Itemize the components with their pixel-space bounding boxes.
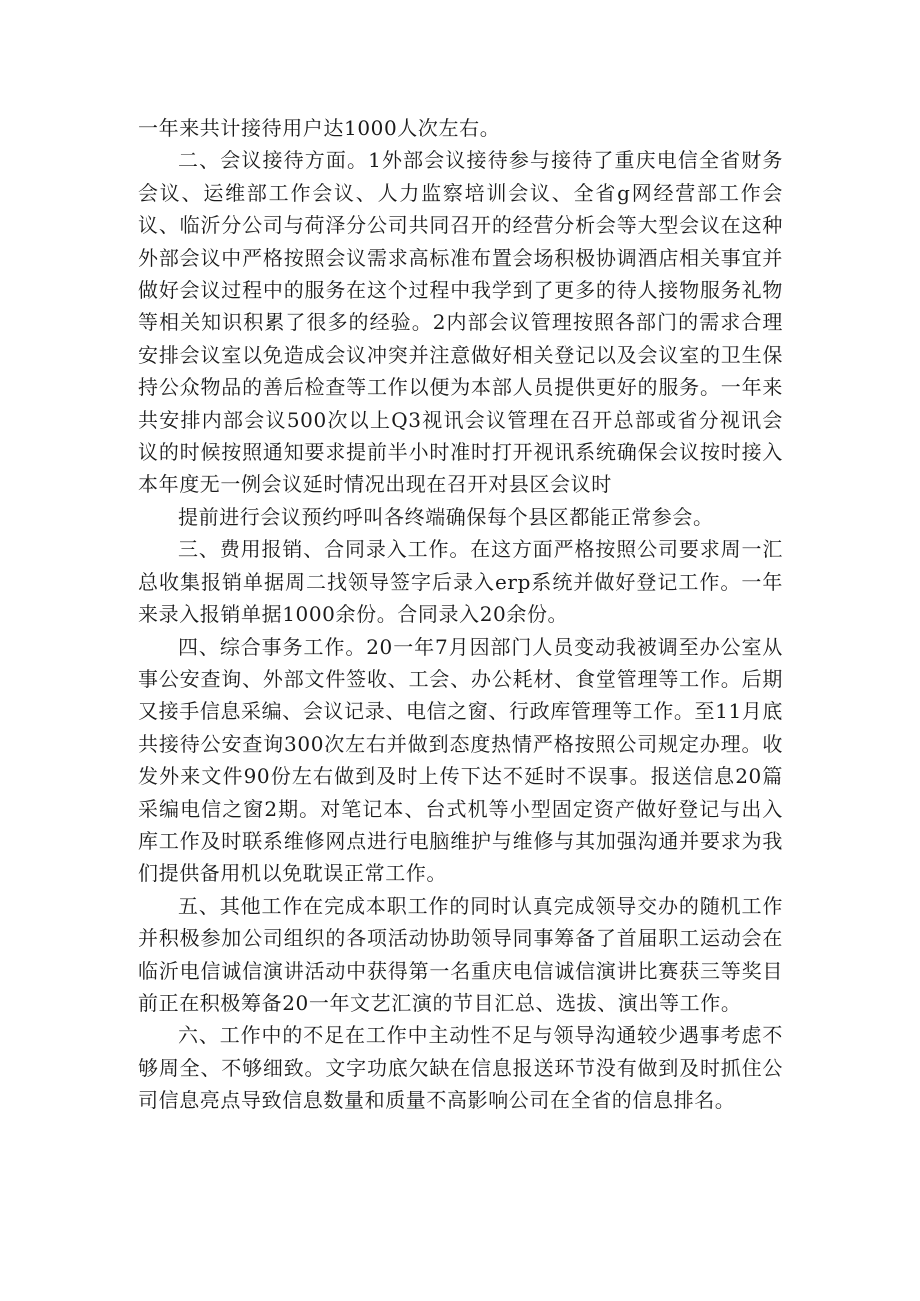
paragraph-meeting-reception: 二、会议接待方面。1外部会议接待参与接待了重庆电信全省财务会议、运维部工作会议、人力监察培训会议、全省g网经营部工作会议、临沂分公司与荷泽分公司共同召开的经营分析会等大型会议在这种外部会议中严格按照会议需求高标准布置会场积极协调酒店相关事宜并做好会议过程中的服务在这个过程中我学到了更多的待人接物服务礼物等相关知识积累了很多的经验。2内部会议管理按照各部门的需求合理安排会议室以免造成会议冲突并注意做好相关登记以及会议室的卫生保持公众物品的善后检查等工作以便为本部人员提供更好的服务。一年来共安排内部会议500次以上Q3视讯会议管理在召开总部或省分视讯会议的时候按照通知要求提前半小时准时打开视讯系统确保会议按时接入本年度无一例会议延时情况出现在召开对县区会议时 [138, 148, 783, 497]
document-body [138, 112, 783, 1117]
paragraph-meeting-booking: 提前进行会议预约呼叫各终端确保每个县区都能正常参会。 [178, 504, 714, 529]
paragraph-general-affairs: 四、综合事务工作。20一年7月因部门人员变动我被调至办公室从事公安查询、外部文件签收、工会、办公耗材、食堂管理等工作。后期又接手信息采编、会议记录、电信之窗、行政库管理等工作。至11月底共接待公安查询300次左右并做到态度热情严格按照公司规定办理。收发外来文件90份左右做到及时上传下达不延时不误事。报送信息20篇采编电信之窗2期。对笔记本、台式机等小型固定资产做好登记与出入库工作及时联系维修网点进行电脑维护与维修与其加强沟通并要求为我们提供备用机以免耽误正常工作。 [138, 634, 783, 886]
paragraph-continuation: 一年来共计接待用户达1000人次左右。 [138, 116, 501, 140]
paragraph-expense-reimbursement: 三、费用报销、合同录入工作。在这方面严格按照公司要求周一汇总收集报销单据周二找领导签字后录入erp系统并做好登记工作。一年来录入报销单据1000余份。合同录入20余份。 [138, 537, 783, 627]
paragraph-shortcomings: 六、工作中的不足在工作中主动性不足与领导沟通较少遇事考虑不够周全、不够细致。文字功底欠缺在信息报送环节没有做到及时抓住公司信息亮点导致信息数量和质量不高影响公司在全省的信息排名。 [138, 1023, 783, 1113]
paragraph-other-work: 五、其他工作在完成本职工作的同时认真完成领导交办的随机工作并积极参加公司组织的各项活动协助领导同事筹备了首届职工运动会在临沂电信诚信演讲活动中获得第一名重庆电信诚信演讲比赛获三等奖目前正在积极筹备20一年文艺汇演的节目汇总、选拔、演出等工作。 [138, 893, 783, 1015]
